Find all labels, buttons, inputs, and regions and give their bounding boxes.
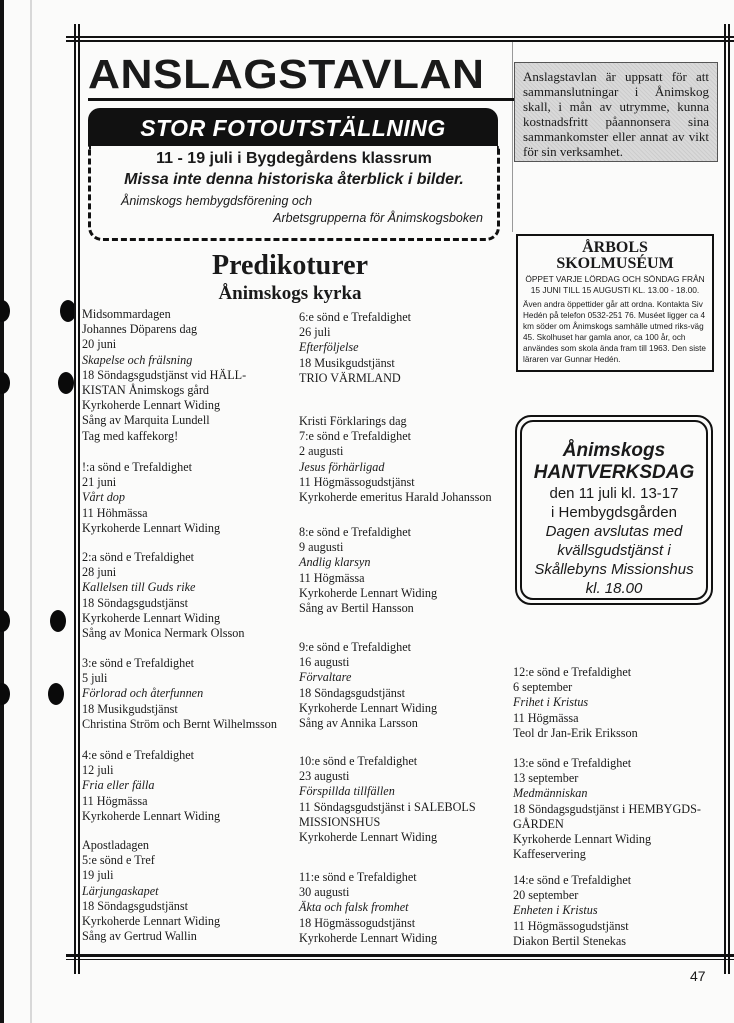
sermon-line: 11 Högmässogudstjänst	[299, 474, 415, 489]
sermon-line: Apostladagen	[82, 838, 150, 852]
sermon-line: Kyrkoherde Lennart Widing	[513, 832, 652, 847]
sermon-line: 5 juli	[82, 671, 108, 686]
sermon-line: 11 Högmässa	[513, 710, 579, 725]
sermon-theme: Förspillda tillfällen	[299, 784, 395, 799]
craft-day-note-line: kl. 18.00	[585, 580, 643, 597]
sermon-entry	[513, 873, 728, 949]
sermon-line: 9 augusti	[299, 540, 344, 555]
sermon-line: Sång av Annika Larsson	[299, 716, 418, 731]
sermon-line: 13 september	[513, 771, 579, 786]
exhibition-box	[88, 146, 500, 241]
sermon-entry	[513, 665, 728, 741]
page-title: ANSLAGSTAVLAN	[88, 52, 531, 101]
punch-hole	[48, 683, 64, 705]
sermon-line: 11 Högmässa	[82, 793, 148, 808]
sermon-line: 14:e sönd e Trefaldighet	[513, 873, 632, 887]
sermon-line: 13:e sönd e Trefaldighet	[513, 756, 632, 770]
museum-description: Även andra öppettider går att ordna. Kontakta Siv Hedén på telefon 0532-251 76. Muséet ligger ca 4 km söder om Ånimskogs samhälle utmed riks-väg 45. Skolhuset har gamla anor, ca 100 år, och användes som skola ända fram till 1963. Den siste läraren var Gunnar Hedén.	[523, 300, 706, 364]
sermon-line: TRIO VÄRMLAND	[299, 370, 401, 385]
sermon-line: 11 Högmässa	[299, 570, 365, 585]
sermon-entry	[82, 656, 297, 732]
sermon-line: !:a sönd e Trefaldighet	[82, 460, 193, 474]
sermon-line: 12 juli	[82, 763, 114, 778]
sermon-entry	[513, 756, 728, 862]
sermon-line: GÅRDEN	[513, 816, 564, 831]
sermon-line: 3:e sönd e Trefaldighet	[82, 656, 195, 670]
sermon-line: Sång av Marquita Lundell	[82, 413, 210, 428]
museum-title	[523, 240, 707, 272]
sermon-line: 6:e sönd e Trefaldighet	[299, 310, 412, 324]
punch-hole	[0, 683, 10, 705]
craft-day-title: Ånimskogs	[562, 440, 666, 461]
sermon-line: 18 Söndagsgudstjänst	[299, 685, 405, 700]
sermon-entry	[299, 870, 514, 946]
sermon-line: 12:e sönd e Trefaldighet	[513, 665, 632, 679]
sermon-line: 18 Högmässogudstjänst	[299, 915, 416, 930]
sermon-line: 7:e sönd e Trefaldighet	[299, 429, 412, 444]
sermon-line: 20 september	[513, 888, 579, 903]
sermon-line: Kristi Förklarings dag	[299, 414, 407, 428]
sermon-theme: Enheten i Kristus	[513, 903, 598, 918]
sermon-theme: Vårt dop	[82, 490, 125, 505]
sermon-line: 18 Musikgudstjänst	[299, 355, 395, 370]
sermon-theme: Medmänniskan	[513, 786, 588, 801]
sermon-line: 20 juni	[82, 337, 117, 352]
sermon-line: 10:e sönd e Trefaldighet	[299, 754, 418, 768]
exhibition-tagline: Missa inte denna historiska återblick i bilder.	[124, 171, 464, 188]
sermon-line: 18 Söndagsgudstjänst	[82, 898, 188, 913]
sermon-line: 11 Söndagsgudstjänst i SALEBOLS	[299, 799, 476, 814]
craft-day-date: den 11 juli kl. 13-17	[549, 485, 679, 502]
sermon-theme: Skapelse och frälsning	[82, 352, 193, 367]
sermon-theme: Jesus förhärligad	[299, 459, 385, 474]
sermon-theme: Äkta och falsk fromhet	[299, 900, 409, 915]
sermon-entry	[299, 525, 514, 616]
sermon-line: Kyrkoherde Lennart Widing	[82, 808, 221, 823]
sermon-theme: Lärjungaskapet	[82, 883, 159, 898]
craft-day-inner-frame	[520, 420, 708, 600]
sermon-line: Kaffeservering	[513, 847, 586, 862]
sermon-line: 18 Söndagsgudstjänst	[82, 595, 188, 610]
sermon-line: Sång av Monica Nermark Olsson	[82, 626, 245, 641]
craft-day-note	[522, 522, 706, 598]
sermon-line: Sång av Bertil Hansson	[299, 601, 414, 616]
sermon-line: 16 augusti	[299, 655, 350, 670]
museum-ad	[516, 234, 714, 372]
sermon-line: Kyrkoherde Lennart Widing	[82, 520, 221, 535]
sermon-line: 19 juli	[82, 868, 114, 883]
sermon-entry	[299, 414, 514, 505]
page-fold	[30, 0, 32, 1023]
sermon-line: Diakon Bertil Stenekas	[513, 933, 627, 948]
sermon-theme: Fria eller fälla	[82, 778, 155, 793]
sermon-line: KISTAN Ånimskogs gård	[82, 383, 209, 398]
sermon-line: 2 augusti	[299, 444, 344, 459]
sermon-entry	[299, 754, 514, 845]
sermon-line: 18 Söndagsgudstjänst i HEMBYGDS-	[513, 801, 701, 816]
craft-day-ad	[515, 415, 713, 605]
exhibition-organizer: Ånimskogs hembygdsförening och	[121, 194, 313, 208]
sermon-line: 8:e sönd e Trefaldighet	[299, 525, 412, 539]
sermon-line: Tag med kaffekorg!	[82, 428, 179, 443]
sermon-line: Kyrkoherde emeritus Harald Johansson	[299, 490, 492, 505]
punch-hole	[0, 610, 10, 632]
craft-day-note-line: kvällsgudstjänst i	[557, 542, 671, 559]
craft-day-note-line: Dagen avslutas med	[545, 523, 683, 540]
craft-day-place: i Hembygdsgården	[551, 504, 677, 521]
exhibition-date-place: 11 - 19 juli i Bygdegårdens klassrum	[156, 150, 432, 167]
sermon-theme: Kallelsen till Guds rike	[82, 580, 196, 595]
sermon-theme: Förvaltare	[299, 670, 352, 685]
sermon-line: Midsommardagen	[82, 307, 171, 321]
sermons-subtitle: Ånimskogs kyrka	[218, 283, 362, 304]
frame-line-top	[66, 36, 734, 38]
sermon-line: 23 augusti	[299, 769, 350, 784]
sermon-entry	[82, 748, 297, 824]
notice-box: Anslagstavlan är uppsatt för att sammanslutningar i Ånimskog skall, i mån av utrymme, kunna kostnadsfritt påannonsera sina sammankomster eller annat av vikt för sin verksamhet.	[514, 62, 718, 162]
sermon-line: 2:a sönd e Trefaldighet	[82, 550, 195, 564]
punch-hole	[58, 372, 74, 394]
punch-hole	[0, 300, 10, 322]
frame-line-bottom	[66, 954, 734, 957]
page-number: 47	[690, 968, 706, 984]
sermon-line: Kyrkoherde Lennart Widing	[82, 914, 221, 929]
scan-edge	[0, 0, 4, 1023]
sermon-line: Kyrkoherde Lennart Widing	[299, 830, 438, 845]
sermon-line: 6 september	[513, 680, 573, 695]
museum-title-line: ÅRBOLS	[582, 239, 648, 256]
sermon-line: 28 juni	[82, 565, 117, 580]
exhibition-banner: STOR FOTOUTSTÄLLNING	[88, 108, 498, 146]
sermon-line: Kyrkoherde Lennart Widing	[299, 930, 438, 945]
punch-hole	[0, 372, 10, 394]
sermon-line: 18 Söndagsgudstjänst vid HÄLL-	[82, 367, 247, 382]
frame-line-left	[74, 24, 76, 974]
sermon-line: 5:e sönd e Tref	[82, 853, 155, 868]
sermon-line: Sång av Gertrud Wallin	[82, 929, 197, 944]
sermon-line: Johannes Döparens dag	[82, 322, 198, 337]
sermon-line: Kyrkoherde Lennart Widing	[82, 398, 221, 413]
sermon-line: Kyrkoherde Lennart Widing	[82, 610, 221, 625]
sermon-line: 9:e sönd e Trefaldighet	[299, 640, 412, 654]
sermon-entry	[82, 838, 297, 944]
sermon-line: 4:e sönd e Trefaldighet	[82, 748, 195, 762]
sermon-entry	[82, 307, 297, 444]
sermon-line: Kyrkoherde Lennart Widing	[299, 700, 438, 715]
sermon-line: 11:e sönd e Trefaldighet	[299, 870, 417, 884]
museum-title-line: SKOLMUSÉUM	[556, 255, 674, 272]
frame-line-left	[78, 24, 80, 974]
sermon-entry	[299, 640, 514, 731]
sermon-entry	[82, 460, 297, 536]
sermon-line: Christina Ström och Bernt Wilhelmsson	[82, 716, 277, 731]
sermons-title: Predikoturer	[211, 250, 369, 281]
sermon-line: Teol dr Jan-Erik Eriksson	[513, 725, 638, 740]
sermon-line: 11 Höhmässa	[82, 505, 148, 520]
sermon-line: Kyrkoherde Lennart Widing	[299, 585, 438, 600]
sermon-line: 21 juni	[82, 475, 117, 490]
sermon-line: MISSIONSHUS	[299, 814, 381, 829]
sermon-line: 26 juli	[299, 325, 331, 340]
punch-hole	[50, 610, 66, 632]
frame-line-bottom	[66, 959, 734, 960]
sermon-theme: Frihet i Kristus	[513, 695, 589, 710]
sermon-entry	[299, 310, 514, 386]
craft-day-note-line: Skållebyns Missionshus	[534, 561, 694, 578]
sermon-line: 18 Musikgudstjänst	[82, 701, 178, 716]
sermon-theme: Andlig klarsyn	[299, 555, 371, 570]
sermon-theme: Förlorad och återfunnen	[82, 686, 204, 701]
sermon-line: 30 augusti	[299, 885, 350, 900]
sermon-line: 11 Högmässogudstjänst	[513, 918, 629, 933]
sermon-entry	[82, 550, 297, 641]
museum-hours: ÖPPET VARJE LÖRDAG OCH SÖNDAG FRÅN 15 JUNI TILL 15 AUGUSTI KL. 13.00 - 18.00.	[525, 274, 705, 295]
sermon-theme: Efterföljelse	[299, 340, 359, 355]
exhibition-organizer: Arbetsgrupperna för Ånimskogsboken	[273, 211, 483, 225]
frame-line-right	[728, 24, 730, 974]
craft-day-title: HANTVERKSDAG	[533, 462, 695, 483]
frame-line-top	[66, 40, 734, 42]
